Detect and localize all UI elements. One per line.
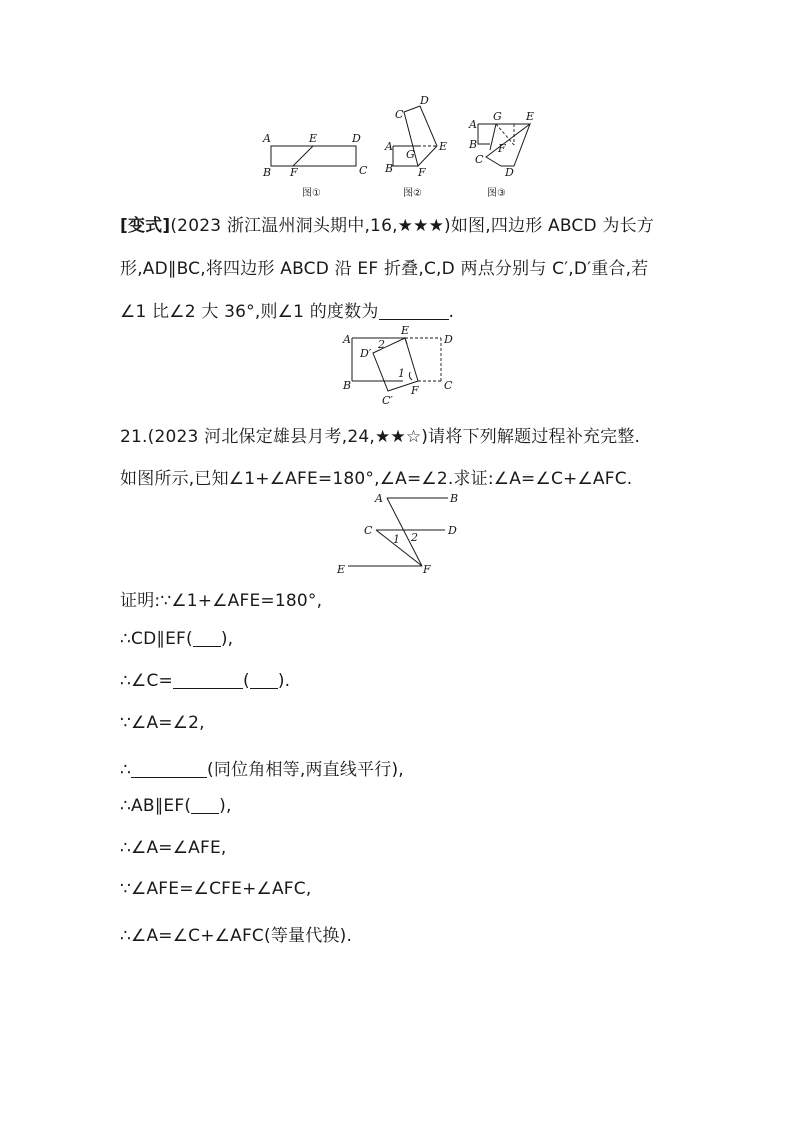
var-label-c-prime: C′ <box>382 394 393 407</box>
var-label-b: B <box>343 379 352 392</box>
fig3-label-c: C <box>475 153 484 166</box>
fig3-caption: 图③ <box>487 188 506 199</box>
proof-3-paren: ( <box>242 671 250 691</box>
variant-period: . <box>448 302 455 322</box>
q21-label-f: F <box>423 563 431 576</box>
q21-label-c: C <box>364 524 373 537</box>
fig1-label-b: B <box>263 166 272 179</box>
var-label-1: 1 <box>398 367 405 380</box>
proof-5-end: (同位角相等,两直线平行), <box>207 760 404 780</box>
q21-line-2: 如图所示,已知∠1+∠AFE=180°,∠A=∠2.求证:∠A=∠C+∠AFC. <box>120 469 633 489</box>
fig2-label-a: A <box>385 140 393 153</box>
fig2-label-c: C <box>395 108 404 121</box>
answer-blank-angle-c[interactable] <box>173 671 243 689</box>
fig3-label-b: B <box>469 138 478 151</box>
fig1-label-c: C <box>359 164 368 177</box>
fig3-label-a: A <box>469 118 477 131</box>
proof-line-5 <box>120 755 404 780</box>
proof-line-6 <box>120 796 232 816</box>
q21-label-d: D <box>448 524 457 537</box>
proof-2-end: ), <box>220 629 234 649</box>
proof-6-end: ), <box>219 796 232 816</box>
fig2-label-e: E <box>439 140 448 153</box>
answer-blank-reason-2[interactable] <box>250 671 278 689</box>
proof-line-9: ∴∠A=∠C+∠AFC(等量代换). <box>120 926 353 946</box>
proof-3-text: ∴∠C= <box>120 671 173 691</box>
q21-label-a: A <box>375 492 383 505</box>
var-label-c: C <box>444 379 453 392</box>
fig3-label-f: F <box>498 142 506 155</box>
var-label-2: 2 <box>378 338 385 351</box>
proof-line-4: ∵∠A=∠2, <box>120 713 205 733</box>
fig2-caption: 图② <box>403 188 422 199</box>
fig1-label-a: A <box>263 132 271 145</box>
q21-label-1: 1 <box>393 533 400 546</box>
fig2-label-b: B <box>385 162 394 175</box>
var-label-d-prime: D′ <box>360 347 372 360</box>
fig2-label-g: G <box>406 148 415 161</box>
variant-tag: [变式] <box>120 216 171 236</box>
fig1-label-e: E <box>309 132 318 145</box>
proof-line-2 <box>120 629 233 649</box>
proof-2-text: ∴CD∥EF( <box>120 629 193 649</box>
proof-line-1: 证明:∵∠1+∠AFE=180°, <box>120 591 323 611</box>
proof-line-8: ∵∠AFE=∠CFE+∠AFC, <box>120 879 312 899</box>
answer-blank-reason-3[interactable] <box>191 796 219 814</box>
fig3-label-e: E <box>526 110 535 123</box>
q21-label-e: E <box>337 563 346 576</box>
fig1-label-d: D <box>352 132 361 145</box>
answer-blank-reason-1[interactable] <box>193 629 221 647</box>
var-label-a: A <box>343 333 351 346</box>
proof-6-text: ∴AB∥EF( <box>120 796 192 816</box>
var-label-f: F <box>411 384 419 397</box>
q21-label-b: B <box>450 492 459 505</box>
proof-5-text: ∴ <box>120 760 132 780</box>
fig1-caption: 图① <box>302 188 321 199</box>
q21-label-2: 2 <box>411 531 418 544</box>
proof-line-7: ∴∠A=∠AFE, <box>120 838 227 858</box>
fig2-label-d: D <box>420 94 429 107</box>
fig3-label-g: G <box>493 110 502 123</box>
fig3-label-d: D <box>505 166 514 179</box>
variant-question: ∠1 比∠2 大 36°,则∠1 的度数为 <box>120 302 379 322</box>
answer-blank-parallel[interactable] <box>131 760 207 778</box>
variant-source: (2023 浙江温州洞头期中,16,★★★)如图,四边形 ABCD 为长方 <box>170 216 655 236</box>
fig2-label-f: F <box>418 166 426 179</box>
proof-line-3 <box>120 671 290 691</box>
q21-line-1: 21.(2023 河北保定雄县月考,24,★★☆)请将下列解题过程补充完整. <box>120 427 641 447</box>
var-label-d: D <box>444 333 453 346</box>
variant-line-2: 形,AD∥BC,将四边形 ABCD 沿 EF 折叠,C,D 两点分别与 C′,D′重合,若 <box>120 259 649 279</box>
var-label-e: E <box>401 324 410 337</box>
fig1-label-f: F <box>290 166 298 179</box>
proof-3-end: ). <box>277 671 291 691</box>
